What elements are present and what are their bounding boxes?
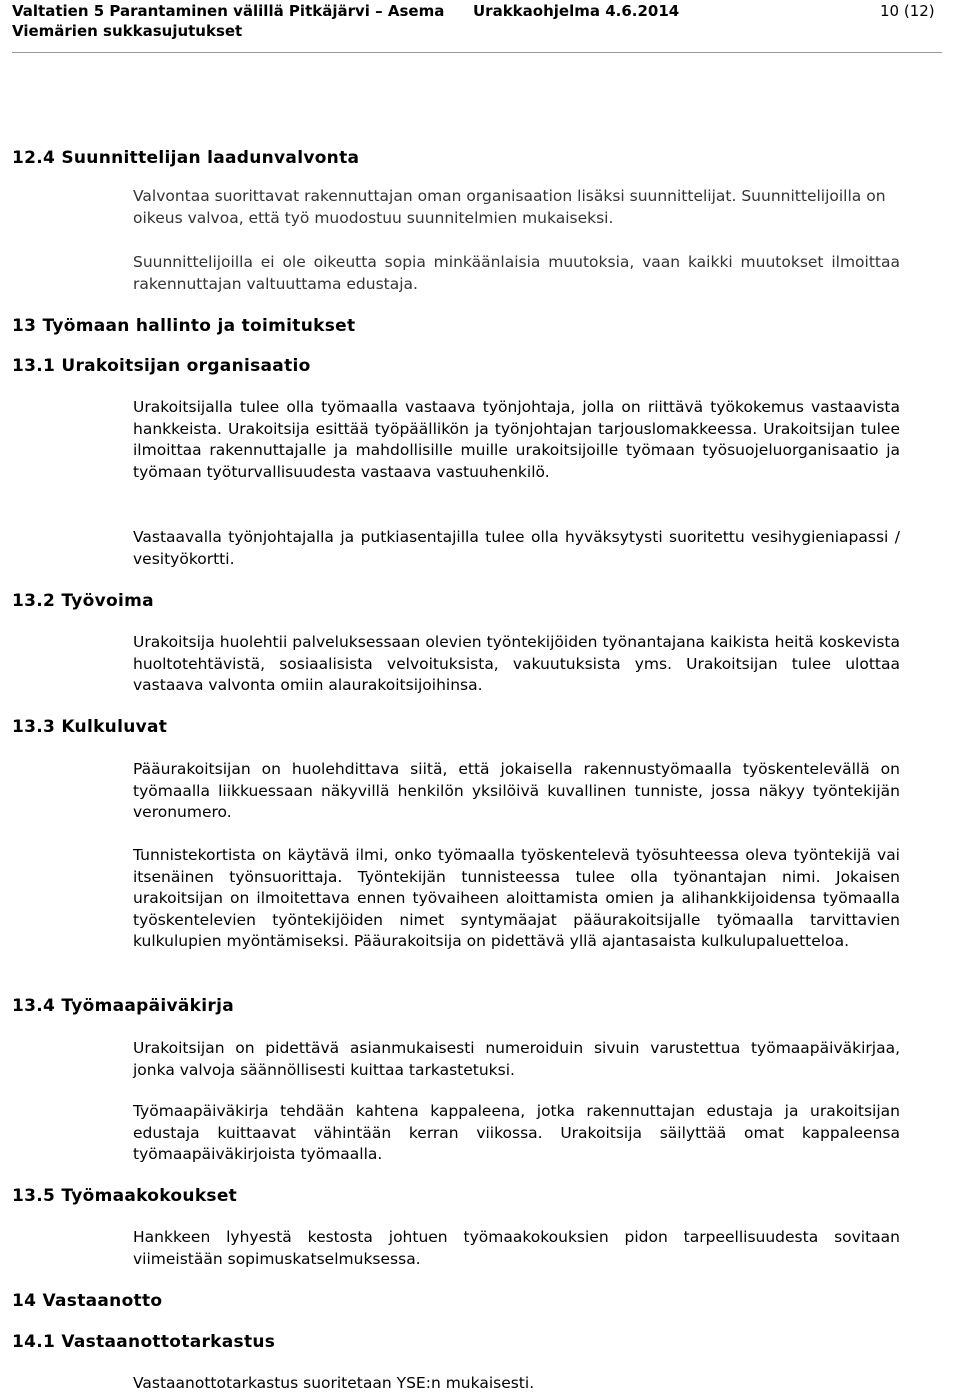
- header-divider: [12, 52, 942, 53]
- paragraph-12-4-2: Suunnittelijoilla ei ole oikeutta sopia minkäänlaisia muutoksia, vaan kaikki muutokset ilmoittaa rakennuttajan valtuuttama edustaja.: [133, 253, 900, 293]
- heading-13-4: 13.4 Työmaapäiväkirja: [12, 996, 234, 1016]
- heading-13-3: 13.3 Kulkuluvat: [12, 717, 168, 737]
- heading-13-2: 13.2 Työvoima: [12, 591, 154, 611]
- heading-13: 13 Työmaan hallinto ja toimitukset: [12, 316, 356, 336]
- paragraph-13-1-2: Vastaavalla työnjohtajalla ja putkiasentajilla tulee olla hyväksytysti suoritettu vesihygieniapassi / vesityökortti.: [133, 528, 900, 568]
- heading-12-4: 12.4 Suunnittelijan laadunvalvonta: [12, 148, 360, 168]
- paragraph-13-4-2: Työmaapäiväkirja tehdään kahtena kappaleena, jotka rakennuttajan edustaja ja urakoitsijan edustaja kuittaavat vähintään kerran viikossa. Urakoitsija säilyttää omat kappaleensa työmaapäiväkirjoista työmaalla.: [133, 1102, 900, 1164]
- header-project: Valtatien 5 Parantaminen välillä Pitkäjärvi – Asema: [12, 2, 445, 20]
- heading-13-1: 13.1 Urakoitsijan organisaatio: [12, 356, 311, 376]
- header-doc-title: Viemärien sukkasujutukset: [12, 22, 243, 40]
- paragraph-13-1-1: Urakoitsijalla tulee olla työmaalla vastaava työnjohtaja, jolla on riittävä työkokemus vastaavista hankkeista. Urakoitsija esittää työpäällikön ja työnjohtajan tarjouslomakkeessa. Urakoitsijan tulee ilmoittaa rakennuttajalle ja mahdollisille muille urakoitsijoille työmaan työsuojeluorganisaatio ja työmaan työturvallisuudesta vastaava vastuuhenkilö.: [133, 398, 900, 481]
- paragraph-13-5-1: Hankkeen lyhyestä kestosta johtuen työmaakokouksien pidon tarpeellisuudesta sovitaan viimeistään sopimuskatselmuksessa.: [133, 1228, 900, 1268]
- paragraph-12-4-1: Valvontaa suorittavat rakennuttajan oman organisaation lisäksi suunnittelijat. Suunnittelijoilla on oikeus valvoa, että työ muodostuu suunnitelmien mukaiseksi.: [133, 187, 886, 227]
- heading-14: 14 Vastaanotto: [12, 1291, 163, 1311]
- heading-14-1: 14.1 Vastaanottotarkastus: [12, 1332, 276, 1352]
- heading-13-5: 13.5 Työmaakokoukset: [12, 1186, 238, 1206]
- header-page-number: 10 (12): [880, 2, 935, 20]
- paragraph-13-2-1: Urakoitsija huolehtii palveluksessaan olevien työntekijöiden työnantajana kaikista heitä koskevista huoltotehtävistä, sosiaalisista velvoituksista, vakuutuksista yms. Urakoitsijan tulee ulottaa vastaava valvonta omiin alaurakoitsijoihinsa.: [133, 633, 900, 695]
- paragraph-13-3-1: Pääurakoitsijan on huolehdittava siitä, että jokaisella rakennustyömaalla työskentelevällä on työmaalla liikkuessaan näkyvillä henkilön yksilöivä kuvallinen tunniste, jossa näkyy työntekijän veronumero.: [133, 760, 900, 822]
- paragraph-14-1-1: Vastaanottotarkastus suoritetaan YSE:n mukaisesti.: [133, 1374, 535, 1392]
- paragraph-13-4-1: Urakoitsijan on pidettävä asianmukaisesti numeroiduin sivuin varustettua työmaapäiväkirjaa, jonka valvoja säännöllisesti kuittaa tarkastetuksi.: [133, 1039, 900, 1079]
- header-doc-type: Urakkaohjelma 4.6.2014: [473, 2, 680, 20]
- paragraph-13-3-2: Tunnistekortista on käytävä ilmi, onko työmaalla työskentelevä työsuhteessa oleva työntekijä vai itsenäinen työnsuorittaja. Työntekijän tunnisteessa tulee olla työnantajan nimi. Jokaisen urakoitsijan on ilmoitettava ennen työvaiheen aloittamista omien ja alihankkijoidensa työmaalla työskentelevien työntekijöiden nimet syntymäajat pääurakoitsijalle työmaalla tarvittavien kulkulupien myöntämiseksi. Pääurakoitsija on pidettävä yllä ajantasaista kulkulupaluetteloa.: [133, 846, 900, 951]
